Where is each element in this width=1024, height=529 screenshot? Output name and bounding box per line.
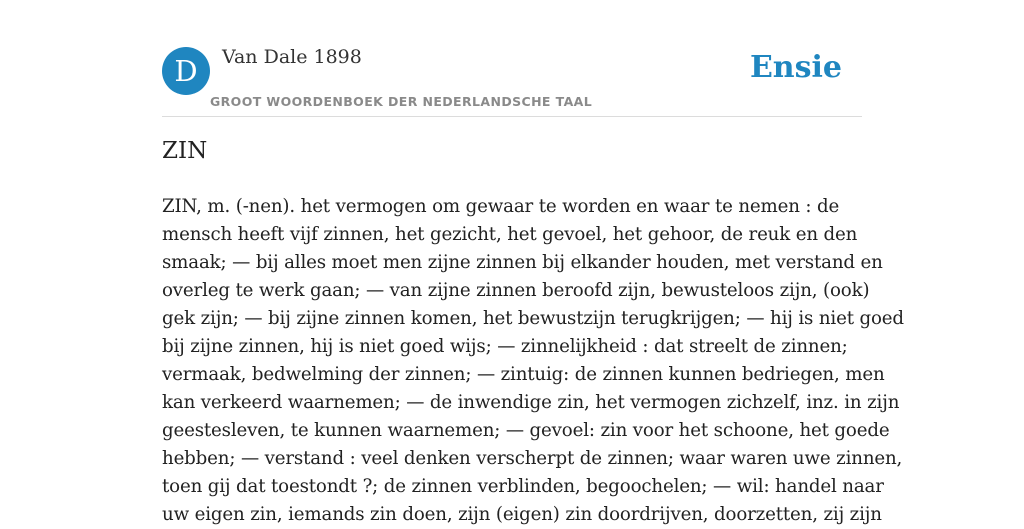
definition-line: gek zijn; — bij zijne zinnen komen, het bewustzijn terugkrijgen; — hij is niet goed — [162, 308, 904, 329]
source-title[interactable]: Van Dale 1898 — [222, 46, 362, 68]
definition-line: bij zijne zinnen, hij is niet goed wijs; — zinnelijkheid : dat streelt de zinnen; — [162, 336, 848, 357]
definition-line: overleg te werk gaan; — van zijne zinnen beroofd zijn, bewusteloos zijn, (ook) — [162, 280, 870, 301]
definition-line: mensch heeft vijf zinnen, het gezicht, het gevoel, het gehoor, de reuk en den — [162, 224, 858, 245]
entry-headword: ZIN — [162, 138, 208, 164]
brand-logo[interactable]: Ensie — [749, 50, 842, 85]
definition-line: ZIN, m. (-nen). het vermogen om gewaar te worden en waar te nemen : de — [162, 196, 840, 217]
definition-line: kan verkeerd waarnemen; — de inwendige zin, het vermogen zichzelf, inz. in zijn — [162, 392, 900, 413]
entry-definition — [162, 193, 904, 529]
definition-line: smaak; — bij alles moet men zijne zinnen bij elkander houden, met verstand en — [162, 252, 883, 273]
definition-line: uw eigen zin, iemands zin doen, zijn (eigen) zin doordrijven, doorzetten, zij zijn — [162, 504, 882, 525]
definition-line: hebben; — verstand : veel denken verscherpt de zinnen; waar waren uwe zinnen, — [162, 448, 903, 469]
source-subtitle: GROOT WOORDENBOEK DER NEDERLANDSCHE TAAL — [210, 94, 593, 109]
definition-line: toen gij dat toestondt ?; de zinnen verblinden, begoochelen; — wil: handel naar — [162, 476, 884, 497]
source-header — [162, 44, 862, 117]
definition-line: vermaak, bedwelming der zinnen; — zintuig: de zinnen kunnen bedriegen, men — [162, 364, 885, 385]
definition-line: geestesleven, te kunnen waarnemen; — gevoel: zin voor het schoone, het goede — [162, 420, 890, 441]
source-badge-icon: D — [162, 47, 210, 95]
